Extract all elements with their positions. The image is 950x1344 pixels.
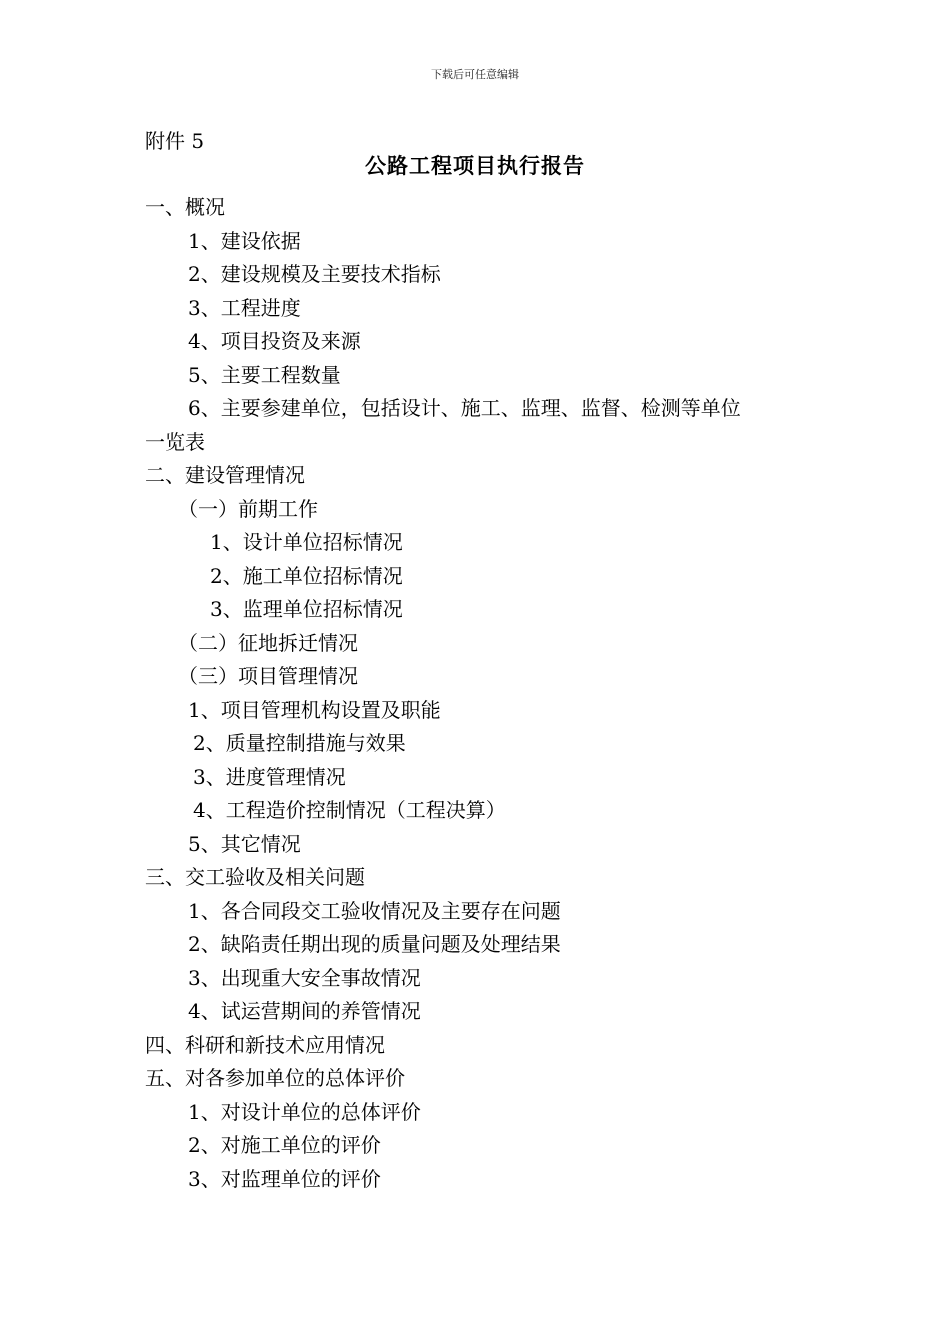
- outline-item: 3、出现重大安全事故情况: [188, 966, 421, 990]
- outline-item: 2、质量控制措施与效果: [193, 731, 406, 755]
- outline-item: 1、项目管理机构设置及职能: [188, 698, 441, 722]
- outline-item: 3、进度管理情况: [193, 765, 346, 789]
- outline-item: 2、建设规模及主要技术指标: [188, 262, 441, 286]
- outline-item: 三、交工验收及相关问题: [145, 865, 365, 889]
- outline-item: 五、对各参加单位的总体评价: [145, 1066, 405, 1090]
- outline-item: 3、监理单位招标情况: [210, 597, 403, 621]
- outline-item: 二、建设管理情况: [145, 463, 305, 487]
- outline-item: （三）项目管理情况: [178, 664, 358, 688]
- outline-item: 5、主要工程数量: [188, 363, 341, 387]
- outline-item: 2、缺陷责任期出现的质量问题及处理结果: [188, 932, 561, 956]
- outline-item: 4、工程造价控制情况（工程决算）: [193, 798, 506, 822]
- outline-item: 4、项目投资及来源: [188, 329, 361, 353]
- outline-item: 2、施工单位招标情况: [210, 564, 403, 588]
- outline-item: 四、科研和新技术应用情况: [145, 1033, 385, 1057]
- outline-item: 1、设计单位招标情况: [210, 530, 403, 554]
- page-title: 公路工程项目执行报告: [365, 153, 585, 178]
- attachment-label: 附件 5: [145, 129, 205, 153]
- outline-item: 4、试运营期间的养管情况: [188, 999, 421, 1023]
- header-note: 下载后可任意编辑: [431, 68, 519, 81]
- outline-item: 1、对设计单位的总体评价: [188, 1100, 421, 1124]
- outline-item: 2、对施工单位的评价: [188, 1133, 381, 1157]
- outline-item: （一）前期工作: [178, 497, 318, 521]
- outline-item: （二）征地拆迁情况: [178, 631, 358, 655]
- outline-item: 6、主要参建单位，包括设计、施工、监理、监督、检测等单位: [188, 396, 741, 420]
- outline-item: 一览表: [145, 430, 205, 454]
- outline-item: 3、对监理单位的评价: [188, 1167, 381, 1191]
- outline-item: 一、概况: [145, 195, 225, 219]
- outline-item: 3、工程进度: [188, 296, 301, 320]
- outline-item: 1、各合同段交工验收情况及主要存在问题: [188, 899, 561, 923]
- outline-item: 1、建设依据: [188, 229, 301, 253]
- outline-item: 5、其它情况: [188, 832, 301, 856]
